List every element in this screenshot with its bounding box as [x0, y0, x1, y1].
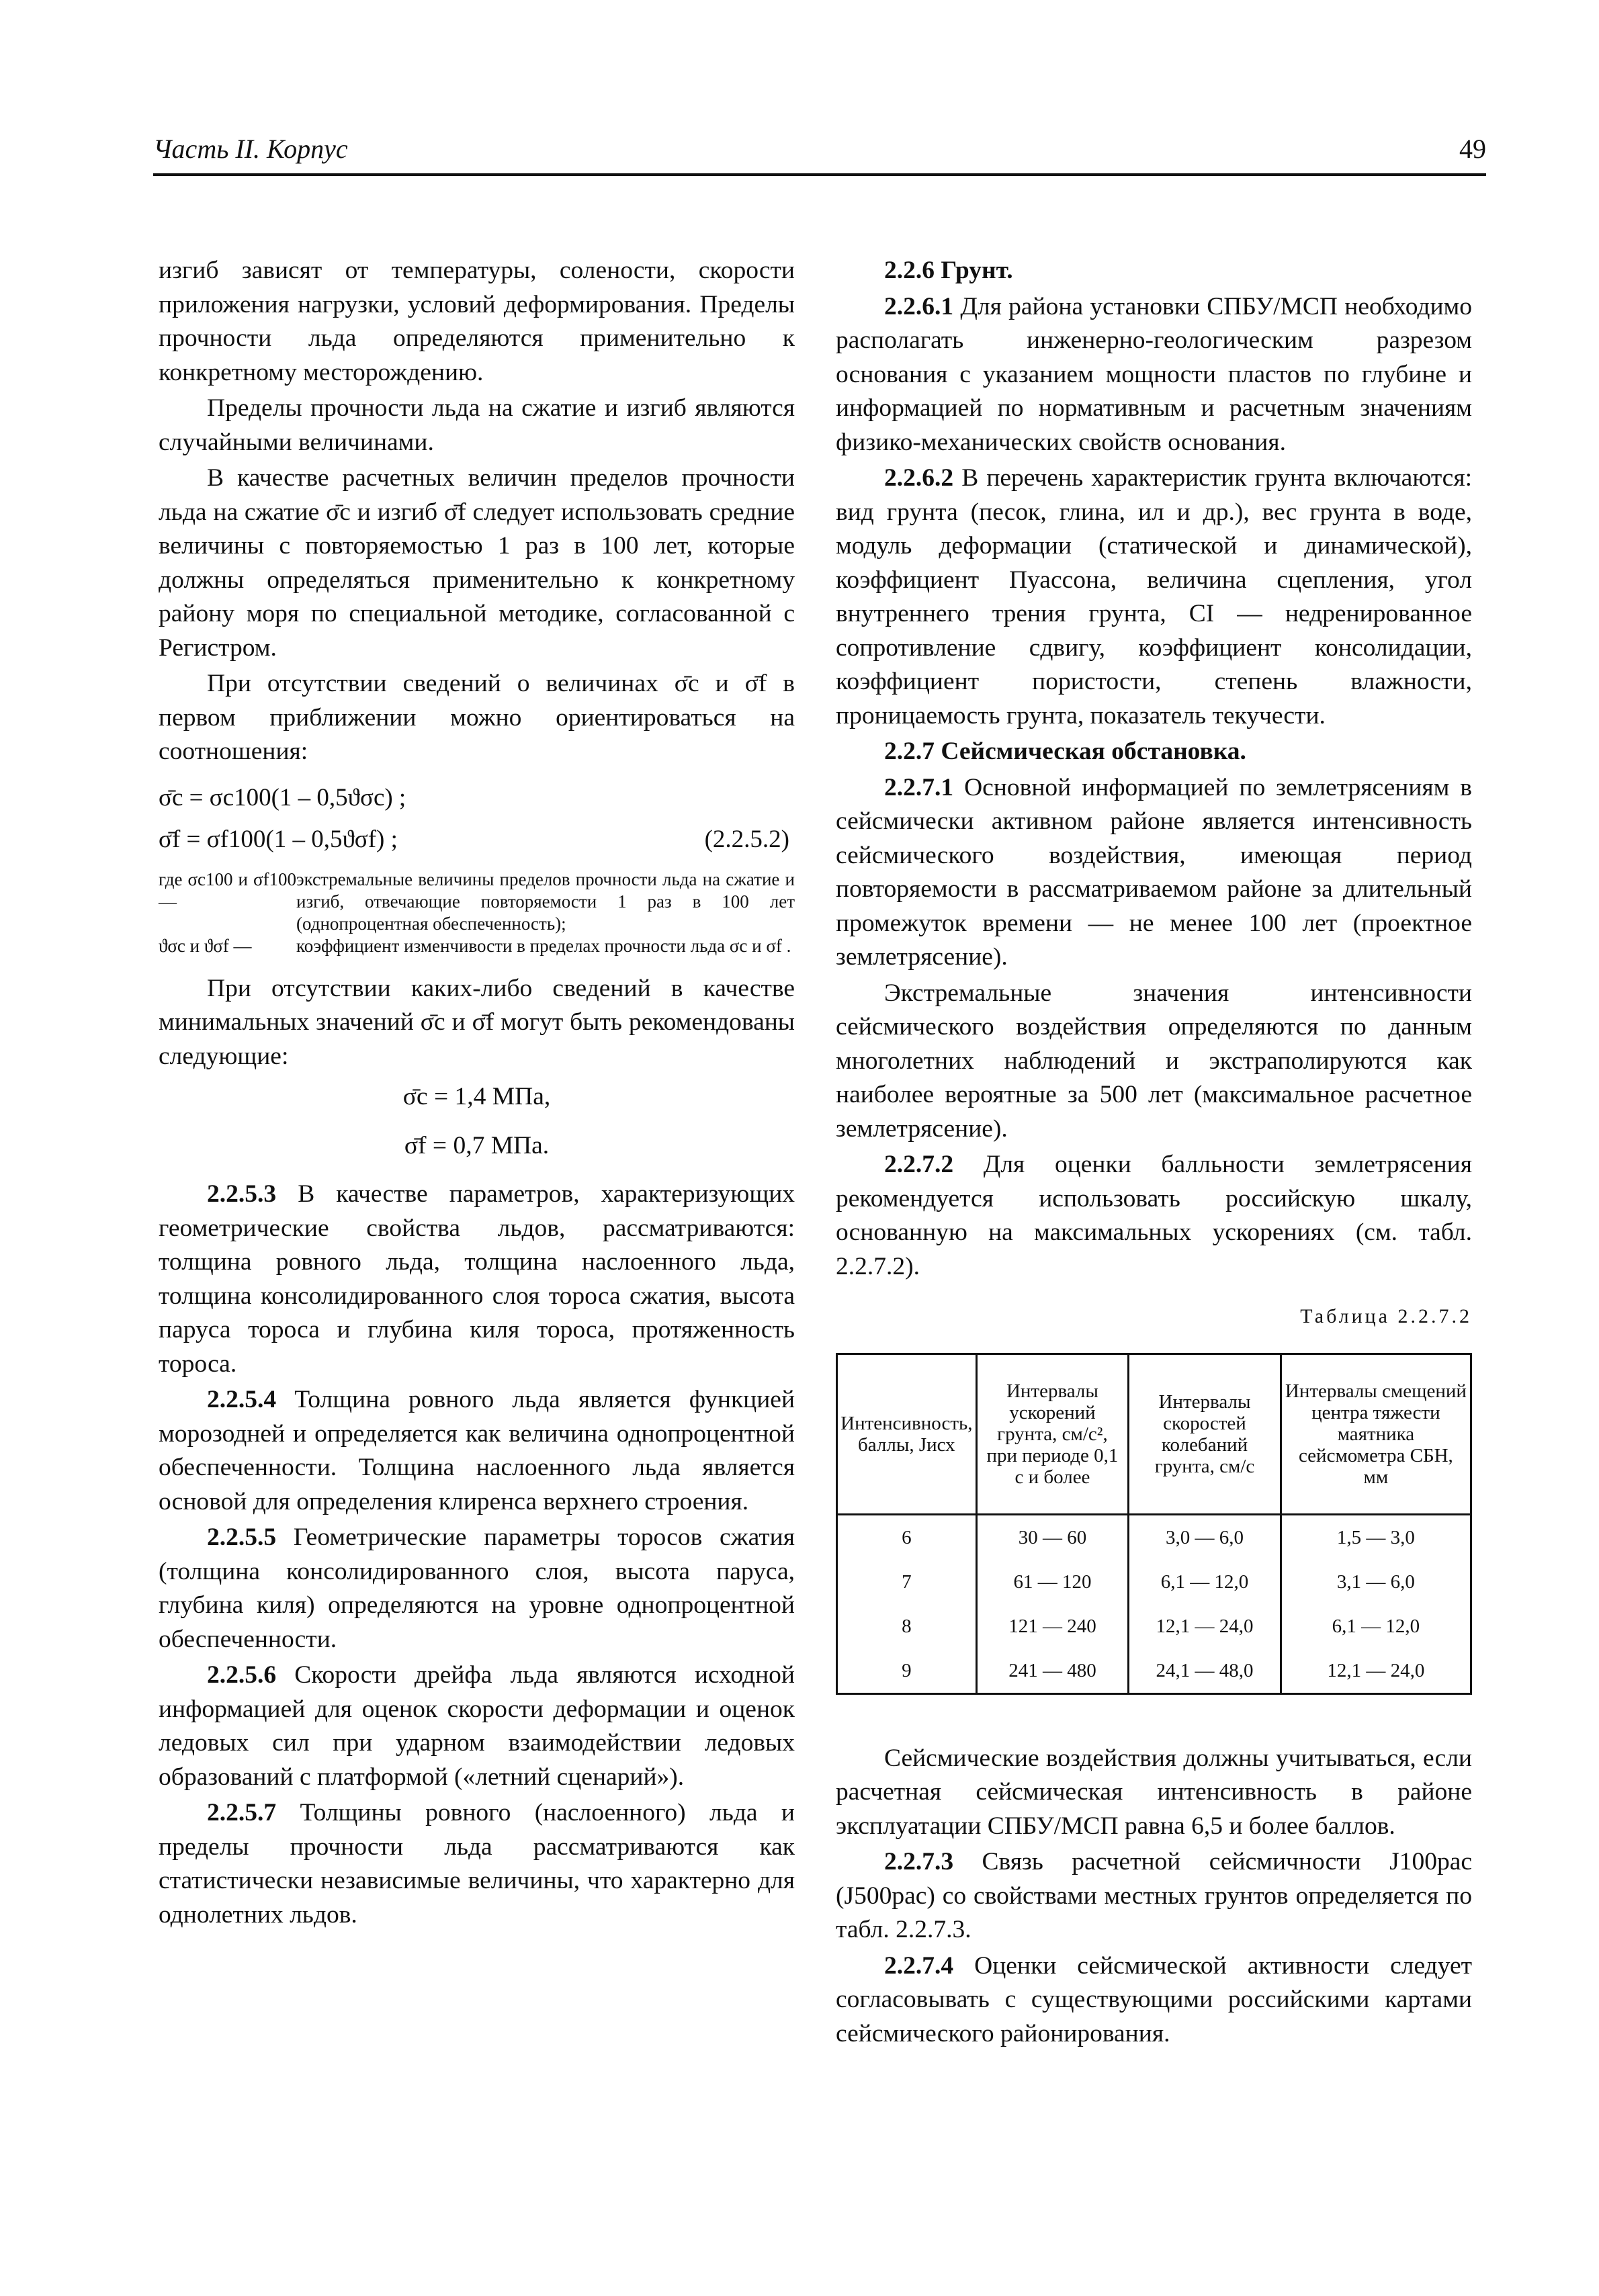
table-header: Интервалы скоростей колебаний грунта, см/с: [1129, 1354, 1281, 1514]
clause-number: 2.2.5.3: [207, 1180, 277, 1208]
clause-2-2-7-4: [836, 1949, 1472, 2051]
running-title: Часть II. Корпус: [153, 134, 348, 164]
clause-text: Толщины ровного (наслоенного) льда и пределы прочности льда рассматриваются как статистически независимые величины, что характерно для однолетних льдов.: [159, 1799, 795, 1929]
value-sigma-c: σ̄c = 1,4 МПа,: [402, 1083, 551, 1110]
clause-2-2-5-4: [159, 1383, 795, 1519]
table-cell: 8: [837, 1604, 977, 1648]
table-cell: 3,1 — 6,0: [1281, 1560, 1471, 1604]
clause-text: Геометрические параметры торосов сжатия (толщина консолидированного слоя, высота паруса, глубина киля) определяются на уровне однопроцентной обеспеченности.: [159, 1524, 795, 1653]
paragraph: Сейсмические воздействия должны учитываться, если расчетная сейсмическая интенсивность в районе эксплуатации СПБУ/МСП равна 6,5 и более баллов.: [836, 1744, 1472, 1840]
legend-term: где σc100 и σf100 —: [159, 869, 296, 912]
table-cell: 6,1 — 12,0: [1281, 1604, 1471, 1648]
seismic-scale-table: [836, 1353, 1472, 1695]
clause-number: 2.2.7.3: [884, 1848, 954, 1875]
section-heading: 2.2.6 Грунт.: [884, 257, 1013, 284]
table-cell: 12,1 — 24,0: [1129, 1604, 1281, 1648]
clause-2-2-7-2: [836, 1148, 1472, 1284]
clause-number: 2.2.5.4: [207, 1386, 277, 1413]
page-number: 49: [1459, 134, 1486, 164]
table-cell: 24,1 — 48,0: [1129, 1648, 1281, 1694]
paragraph: Пределы прочности льда на сжатие и изгиб являются случайными величинами.: [159, 394, 795, 456]
clause-2-2-5-3: [159, 1178, 795, 1381]
right-column: [836, 254, 1472, 2053]
table-cell: 3,0 — 6,0: [1129, 1514, 1281, 1560]
table-cell: 121 — 240: [976, 1604, 1129, 1648]
legend-definition: коэффициент изменчивости в пределах прочности льда σc и σf .: [296, 935, 791, 956]
table-header: Интервалы ускорений грунта, см/с², при периоде 0,1 с и более: [976, 1354, 1129, 1514]
table-cell: 6: [837, 1514, 977, 1560]
paragraph: При отсутствии каких-либо сведений в качестве минимальных значений σ̄c и σ̄f могут быть рекомендованы следующие:: [159, 974, 795, 1070]
clause-text: Толщина ровного льда является функцией морозодней и определяется как величина однопроцентной обеспеченности. Толщина наслоенного льда является основой для определения клиренса верхнего строения.: [159, 1386, 795, 1515]
clause-number: 2.2.5.5: [207, 1524, 277, 1551]
table-cell: 9: [837, 1648, 977, 1694]
clause-number: 2.2.7.1: [884, 773, 954, 801]
clause-number: 2.2.5.7: [207, 1799, 277, 1826]
paragraph: изгиб зависят от температуры, солености, скорости приложения нагрузки, условий деформирования. Пределы прочности льда определяются применительно к конкретному месторождению.: [159, 257, 795, 386]
section-heading: 2.2.7 Сейсмическая обстановка.: [884, 738, 1246, 765]
table-cell: 30 — 60: [976, 1514, 1129, 1560]
clause-text: Связь расчетной сейсмичности J100рас (J500рас) со свойствами местных грунтов определяется по табл. 2.2.7.3.: [836, 1848, 1472, 1943]
table-caption: Таблица 2.2.7.2: [1300, 1305, 1472, 1327]
clause-text: Скорости дрейфа льда являются исходной информацией для оценок скорости деформации и оценок ледовых сил при ударном взаимодействии ледовых образований с платформой («летний сценарий»).: [159, 1661, 795, 1791]
table-header: Интервалы смещений центра тяжести маятника сейсмометра СБН, мм: [1281, 1354, 1471, 1514]
paragraph: При отсутствии сведений о величинах σ̄c и σ̄f в первом приближении можно ориентироваться на соотношения:: [159, 670, 795, 765]
paragraph: Экстремальные значения интенсивности сейсмического воздействия определяются по данным многолетних наблюдений и экстраполируются как наиболее вероятные за 500 лет (максимальное расчетное землетрясение).: [836, 979, 1472, 1143]
clause-2-2-6-1: [836, 290, 1472, 460]
clause-number: 2.2.7.4: [884, 1951, 954, 1980]
clause-text: Для района установки СПБУ/МСП необходимо располагать инженерно-геологическим разрезом основания с указанием мощности пластов по глубине и информацией по нормативным и расчетным значениям физико-механических свойств основания.: [836, 292, 1472, 456]
clause-text: В перечень характеристик грунта включаются: вид грунта (песок, глина, ил и др.), вес грунта в воде, модуль деформации (статической и динамической), коэффициент Пуассона, величина сцепления, угол внутреннего трения грунта, CI — недренированное сопротивление сдвигу, коэффициент консолидации, коэффициент пористости, степень влажности, проницаемость грунта, показатель текучести.: [836, 464, 1472, 730]
table-row: [837, 1648, 1471, 1694]
clause-2-2-7-1: [836, 771, 1472, 975]
table-cell: 7: [837, 1560, 977, 1604]
clause-2-2-5-7: [159, 1796, 795, 1932]
clause-number: 2.2.6.2: [884, 464, 954, 492]
clause-2-2-5-6: [159, 1659, 795, 1794]
formula-legend: [159, 869, 795, 957]
table-cell: 1,5 — 3,0: [1281, 1514, 1471, 1560]
clause-number: 2.2.6.1: [884, 292, 954, 320]
page-header: [153, 133, 1486, 176]
clause-text: Основной информацией по землетрясениям в сейсмически активном районе является интенсивность сейсмического воздействия, имеющая период повторяемости в рассматриваемом районе за длительный промежуток времени — не менее 100 лет (проектное землетрясение).: [836, 773, 1473, 971]
clause-2-2-5-5: [159, 1521, 795, 1657]
clause-2-2-6-2: [836, 461, 1472, 733]
table-cell: 241 — 480: [976, 1648, 1129, 1694]
legend-term: ϑσc и ϑσf —: [159, 935, 252, 956]
formula-line: σ̄f = σf100(1 – 0,5ϑσf) ;: [159, 825, 398, 853]
table-row: [837, 1514, 1471, 1560]
table-row: [837, 1604, 1471, 1648]
value-sigma-f: σ̄f = 0,7 МПа.: [404, 1131, 550, 1159]
paragraph: В качестве расчетных величин пределов прочности льда на сжатие σ̄c и изгиб σ̄f следует использовать средние величины с повторяемостью 1 раз в 100 лет, которые должны определяться применительно к конкретному району моря по специальной методике, согласованной с Регистром.: [159, 464, 795, 662]
clause-number: 2.2.7.2: [884, 1151, 954, 1178]
table-row: [837, 1560, 1471, 1604]
table-cell: 61 — 120: [976, 1560, 1129, 1604]
clause-text: Оценки сейсмической активности следует согласовывать с существующими российскими картами сейсмического районирования.: [836, 1951, 1472, 2047]
table-cell: 6,1 — 12,0: [1129, 1560, 1281, 1604]
table-cell: 12,1 — 24,0: [1281, 1648, 1471, 1694]
table-header: Интенсивность, баллы, Jисх: [837, 1354, 977, 1514]
formula-number: (2.2.5.2): [704, 825, 789, 853]
left-column: [159, 254, 795, 1934]
clause-text: Для оценки балльности землетрясения рекомендуется использовать российскую шкалу, основанную на максимальных ускорениях (см. табл. 2.2.7.2).: [836, 1151, 1472, 1280]
formula-2-2-5-2: [159, 781, 795, 865]
clause-number: 2.2.5.6: [207, 1661, 277, 1689]
clause-2-2-7-3: [836, 1845, 1472, 1947]
clause-text: В качестве параметров, характеризующих геометрические свойства льдов, рассматриваются: толщина ровного льда, толщина наслоенного льда, толщина консолидированного слоя тороса сжатия, высота паруса тороса и глубина киля тороса, протяженность тороса.: [159, 1180, 795, 1378]
formula-line: σ̄c = σc100(1 – 0,5ϑσc) ;: [159, 783, 406, 811]
legend-definition: экстремальные величины пределов прочности льда на сжатие и изгиб, отвечающие повторяемости 1 раз в 100 лет (однопроцентная обеспеченность);: [296, 869, 795, 934]
